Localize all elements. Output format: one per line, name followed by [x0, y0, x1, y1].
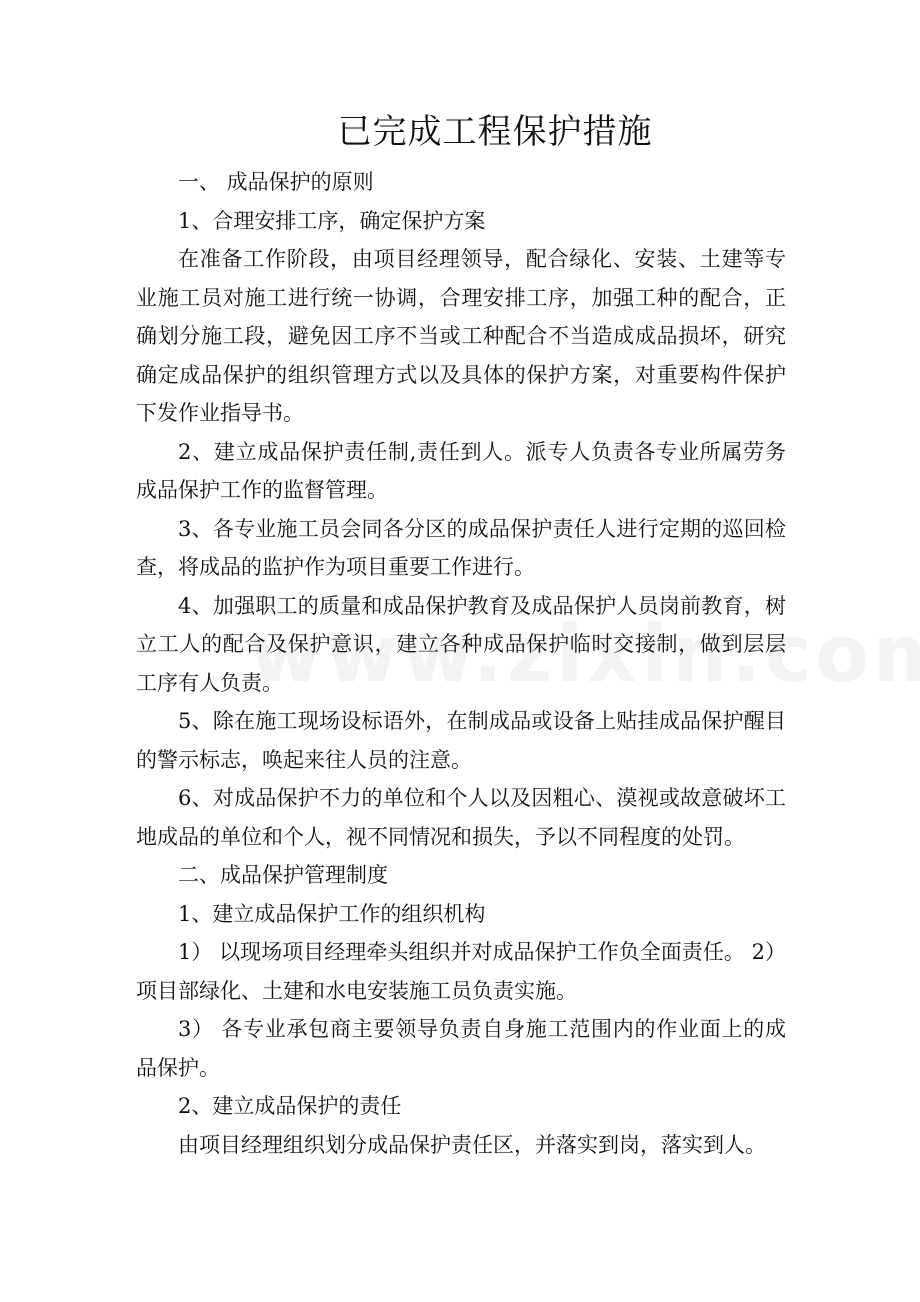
document-body	[136, 163, 786, 1164]
subheading-2-2: 2、建立成品保护的责任	[178, 1094, 402, 1118]
subheading-2-1: 1、建立成品保护工作的组织机构	[178, 901, 486, 926]
paragraph-organization: 1） 以现场项目经理牵头组织并对成品保护工作负全面责任。 2） 项目部绿化、土建和水电安装施工员负责实施。	[136, 940, 786, 1003]
section-heading-2: 二、成品保护管理制度	[178, 863, 388, 887]
paragraph-arrangement: 在准备工作阶段，由项目经理领导，配合绿化、安装、土建等专业施工员对施工进行统一协调，合理安排工序，加强工种的配合，正确划分施工段，避免因工序不当或工种配合不当造成成品损坏，研究确定成品保护的组织管理方式以及具体的保护方案，对重要构件保护下发作业指导书。	[136, 247, 786, 425]
paragraph-responsibility-zones: 由项目经理组织划分成品保护责任区，并落实到岗，落实到人。	[178, 1132, 766, 1157]
paragraph-penalties: 6、对成品保护不力的单位和个人以及因粗心、漠视或故意破坏工地成品的单位和个人，视不同情况和损失，予以不同程度的处罚。	[136, 786, 786, 849]
subheading-1-1: 1、合理安排工序，确定保护方案	[178, 208, 486, 233]
paragraph-warning-signs: 5、除在施工现场设标语外，在制成品或设备上贴挂成品保护醒目的警示标志，唤起来往人员的注意。	[136, 709, 786, 772]
section-heading-1: 一、 成品保护的原则	[178, 170, 374, 194]
paragraph-inspection: 3、各专业施工员会同各分区的成品保护责任人进行定期的巡回检查，将成品的监护作为项目重要工作进行。	[136, 516, 786, 579]
document-title: 已完成工程保护措施	[337, 112, 653, 152]
paragraph-education: 4、加强职工的质量和成品保护教育及成品保护人员岗前教育，树立工人的配合及保护意识，建立各种成品保护临时交接制，做到层层工序有人负责。	[136, 593, 786, 695]
paragraph-contractors: 3） 各专业承包商主要领导负责自身施工范围内的作业面上的成品保护。	[136, 1017, 786, 1080]
paragraph-responsibility-system: 2、建立成品保护责任制,责任到人。派专人负责各专业所属劳务成品保护工作的监督管理。	[136, 439, 786, 502]
